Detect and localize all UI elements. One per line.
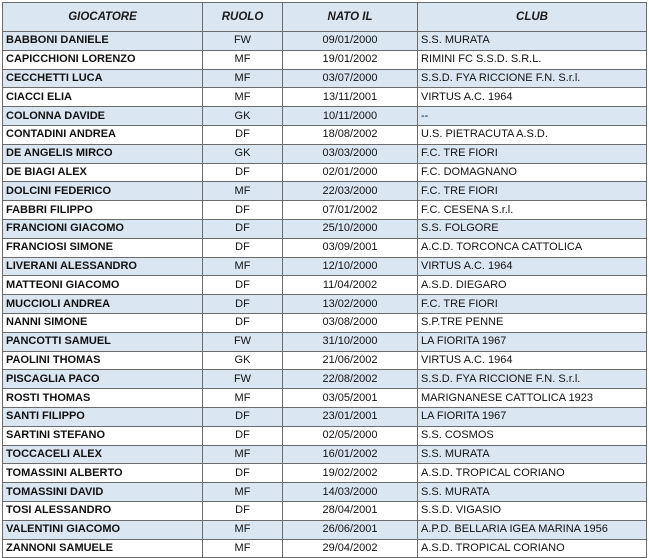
- table-row: [3, 483, 647, 502]
- table-header: [3, 3, 647, 32]
- player-birthdate: 13/02/2000: [283, 295, 418, 314]
- table-row: [3, 370, 647, 389]
- player-birthdate: 26/06/2001: [283, 520, 418, 539]
- player-birthdate: 18/08/2002: [283, 125, 418, 144]
- table-row: [3, 50, 647, 69]
- player-birthdate: 29/04/2002: [283, 539, 418, 558]
- table-row: [3, 332, 647, 351]
- table-row: [3, 389, 647, 408]
- player-role: MF: [203, 389, 283, 408]
- player-role: DF: [203, 313, 283, 332]
- player-club: F.C. CESENA S.r.l.: [418, 201, 647, 220]
- player-club: S.P.TRE PENNE: [418, 313, 647, 332]
- player-club: F.C. TRE FIORI: [418, 295, 647, 314]
- player-name: FABBRI FILIPPO: [3, 201, 203, 220]
- player-name: DE BIAGI ALEX: [3, 163, 203, 182]
- player-club: F.C. TRE FIORI: [418, 144, 647, 163]
- player-name: MATTEONI GIACOMO: [3, 276, 203, 295]
- header-ruolo: RUOLO: [203, 3, 283, 32]
- table-row: [3, 238, 647, 257]
- table-row: [3, 69, 647, 88]
- header-giocatore: GIOCATORE: [3, 3, 203, 32]
- player-birthdate: 28/04/2001: [283, 501, 418, 520]
- player-role: FW: [203, 32, 283, 51]
- table-row: [3, 445, 647, 464]
- player-club: A.S.D. TROPICAL CORIANO: [418, 539, 647, 558]
- player-birthdate: 03/07/2000: [283, 69, 418, 88]
- player-birthdate: 31/10/2000: [283, 332, 418, 351]
- roster-table: [2, 2, 647, 558]
- player-club: A.P.D. BELLARIA IGEA MARINA 1956: [418, 520, 647, 539]
- player-birthdate: 13/11/2001: [283, 88, 418, 107]
- header-row: [3, 3, 647, 32]
- player-name: CAPICCHIONI LORENZO: [3, 50, 203, 69]
- player-name: ROSTI THOMAS: [3, 389, 203, 408]
- player-club: --: [418, 107, 647, 126]
- player-club: VIRTUS A.C. 1964: [418, 351, 647, 370]
- player-birthdate: 03/05/2001: [283, 389, 418, 408]
- header-club: CLUB: [418, 3, 647, 32]
- header-nato-il: NATO IL: [283, 3, 418, 32]
- player-name: NANNI SIMONE: [3, 313, 203, 332]
- player-role: DF: [203, 426, 283, 445]
- player-club: S.S.D. FYA RICCIONE F.N. S.r.l.: [418, 370, 647, 389]
- table-row: [3, 163, 647, 182]
- player-club: S.S. MURATA: [418, 483, 647, 502]
- player-role: MF: [203, 50, 283, 69]
- player-role: DF: [203, 201, 283, 220]
- player-role: DF: [203, 295, 283, 314]
- player-name: TOMASSINI DAVID: [3, 483, 203, 502]
- player-birthdate: 21/06/2002: [283, 351, 418, 370]
- player-club: F.C. DOMAGNANO: [418, 163, 647, 182]
- player-name: LIVERANI ALESSANDRO: [3, 257, 203, 276]
- player-role: MF: [203, 539, 283, 558]
- player-club: S.S.D. FYA RICCIONE F.N. S.r.l.: [418, 69, 647, 88]
- player-name: PAOLINI THOMAS: [3, 351, 203, 370]
- player-club: A.C.D. TORCONCA CATTOLICA: [418, 238, 647, 257]
- player-club: U.S. PIETRACUTA A.S.D.: [418, 125, 647, 144]
- table-row: [3, 539, 647, 558]
- player-club: A.S.D. DIEGARO: [418, 276, 647, 295]
- player-club: LA FIORITA 1967: [418, 407, 647, 426]
- table-row: [3, 276, 647, 295]
- player-birthdate: 02/01/2000: [283, 163, 418, 182]
- player-club: S.S.D. VIGASIO: [418, 501, 647, 520]
- table-row: [3, 313, 647, 332]
- player-name: SANTI FILIPPO: [3, 407, 203, 426]
- player-name: VALENTINI GIACOMO: [3, 520, 203, 539]
- table-row: [3, 182, 647, 201]
- player-name: TOSI ALESSANDRO: [3, 501, 203, 520]
- player-role: DF: [203, 219, 283, 238]
- player-role: GK: [203, 144, 283, 163]
- table-row: [3, 351, 647, 370]
- player-birthdate: 03/09/2001: [283, 238, 418, 257]
- player-club: S.S. MURATA: [418, 32, 647, 51]
- player-club: S.S. COSMOS: [418, 426, 647, 445]
- player-name: CECCHETTI LUCA: [3, 69, 203, 88]
- table-row: [3, 407, 647, 426]
- table-row: [3, 107, 647, 126]
- player-birthdate: 19/02/2002: [283, 464, 418, 483]
- table-row: [3, 426, 647, 445]
- player-name: SARTINI STEFANO: [3, 426, 203, 445]
- table-row: [3, 144, 647, 163]
- player-birthdate: 12/10/2000: [283, 257, 418, 276]
- table-row: [3, 201, 647, 220]
- player-birthdate: 10/11/2000: [283, 107, 418, 126]
- player-club: VIRTUS A.C. 1964: [418, 257, 647, 276]
- player-role: GK: [203, 351, 283, 370]
- player-role: MF: [203, 88, 283, 107]
- table-row: [3, 464, 647, 483]
- player-birthdate: 02/05/2000: [283, 426, 418, 445]
- player-birthdate: 19/01/2002: [283, 50, 418, 69]
- player-club: VIRTUS A.C. 1964: [418, 88, 647, 107]
- player-club: A.S.D. TROPICAL CORIANO: [418, 464, 647, 483]
- player-role: MF: [203, 445, 283, 464]
- player-birthdate: 03/08/2000: [283, 313, 418, 332]
- table-body: [3, 32, 647, 558]
- player-role: MF: [203, 483, 283, 502]
- player-role: DF: [203, 464, 283, 483]
- player-name: FRANCIONI GIACOMO: [3, 219, 203, 238]
- player-role: DF: [203, 238, 283, 257]
- player-role: MF: [203, 182, 283, 201]
- roster-table-container: [2, 2, 646, 558]
- table-row: [3, 125, 647, 144]
- player-role: FW: [203, 332, 283, 351]
- player-club: MARIGNANESE CATTOLICA 1923: [418, 389, 647, 408]
- player-name: CIACCI ELIA: [3, 88, 203, 107]
- player-name: MUCCIOLI ANDREA: [3, 295, 203, 314]
- player-club: S.S. FOLGORE: [418, 219, 647, 238]
- table-row: [3, 295, 647, 314]
- player-birthdate: 22/08/2002: [283, 370, 418, 389]
- player-role: DF: [203, 125, 283, 144]
- player-name: DE ANGELIS MIRCO: [3, 144, 203, 163]
- player-club: S.S. MURATA: [418, 445, 647, 464]
- player-club: LA FIORITA 1967: [418, 332, 647, 351]
- player-name: ZANNONI SAMUELE: [3, 539, 203, 558]
- table-row: [3, 501, 647, 520]
- table-row: [3, 88, 647, 107]
- player-name: PISCAGLIA PACO: [3, 370, 203, 389]
- player-name: CONTADINI ANDREA: [3, 125, 203, 144]
- player-name: TOMASSINI ALBERTO: [3, 464, 203, 483]
- player-role: DF: [203, 501, 283, 520]
- player-role: DF: [203, 407, 283, 426]
- player-role: MF: [203, 257, 283, 276]
- player-birthdate: 07/01/2002: [283, 201, 418, 220]
- player-name: BABBONI DANIELE: [3, 32, 203, 51]
- player-name: COLONNA DAVIDE: [3, 107, 203, 126]
- player-role: FW: [203, 370, 283, 389]
- table-row: [3, 257, 647, 276]
- table-row: [3, 219, 647, 238]
- table-row: [3, 32, 647, 51]
- player-birthdate: 16/01/2002: [283, 445, 418, 464]
- player-role: MF: [203, 520, 283, 539]
- player-name: PANCOTTI SAMUEL: [3, 332, 203, 351]
- player-club: F.C. TRE FIORI: [418, 182, 647, 201]
- player-birthdate: 03/03/2000: [283, 144, 418, 163]
- player-role: GK: [203, 107, 283, 126]
- player-club: RIMINI FC S.S.D. S.R.L.: [418, 50, 647, 69]
- player-birthdate: 25/10/2000: [283, 219, 418, 238]
- player-name: DOLCINI FEDERICO: [3, 182, 203, 201]
- table-row: [3, 520, 647, 539]
- player-birthdate: 22/03/2000: [283, 182, 418, 201]
- player-role: DF: [203, 163, 283, 182]
- player-birthdate: 09/01/2000: [283, 32, 418, 51]
- player-birthdate: 23/01/2001: [283, 407, 418, 426]
- player-birthdate: 11/04/2002: [283, 276, 418, 295]
- player-role: MF: [203, 69, 283, 88]
- player-role: DF: [203, 276, 283, 295]
- player-name: FRANCIOSI SIMONE: [3, 238, 203, 257]
- player-birthdate: 14/03/2000: [283, 483, 418, 502]
- player-name: TOCCACELI ALEX: [3, 445, 203, 464]
